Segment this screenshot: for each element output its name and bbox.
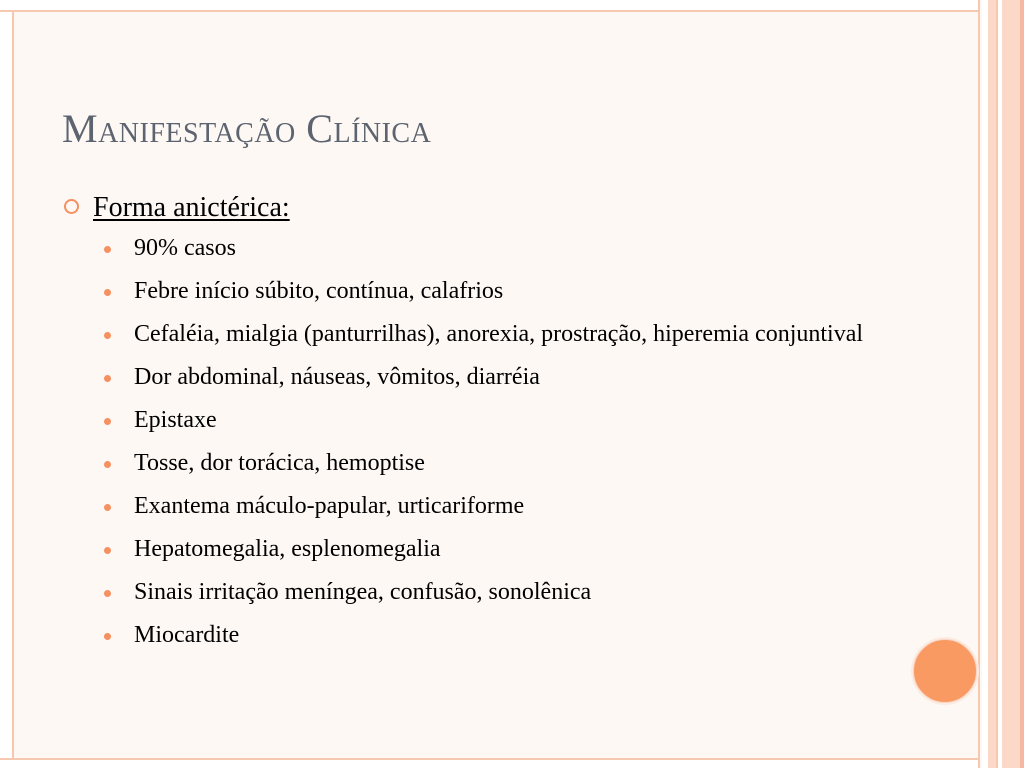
filled-dot-bullet-icon xyxy=(104,633,111,640)
bullet-item xyxy=(103,360,962,395)
bullet-item xyxy=(103,317,962,352)
bullet-item xyxy=(103,489,962,524)
bullet-item xyxy=(103,403,962,438)
right-stripe-3 xyxy=(988,0,996,768)
bullet-item xyxy=(103,446,962,481)
bullet-item xyxy=(103,575,962,610)
bullet-item xyxy=(103,618,962,653)
filled-dot-bullet-icon xyxy=(104,375,111,382)
bullet-item xyxy=(103,274,962,309)
slide-title: Manifestação Clínica xyxy=(62,106,432,151)
frame-top-border xyxy=(0,0,978,12)
bullet-item xyxy=(103,532,962,567)
filled-dot-bullet-icon xyxy=(104,461,111,468)
bullet-text: Exantema máculo-papular, urticariforme xyxy=(134,493,525,519)
filled-dot-bullet-icon xyxy=(104,547,111,554)
slide-content xyxy=(62,188,962,661)
bullet-text: Miocardite xyxy=(134,622,240,648)
filled-dot-bullet-icon xyxy=(104,332,111,339)
filled-dot-bullet-icon xyxy=(104,504,111,511)
heading-text: Forma anictérica: xyxy=(93,192,290,223)
bullet-text: 90% casos xyxy=(134,235,236,261)
bullet-text: Dor abdominal, náuseas, vômitos, diarréia xyxy=(134,364,540,390)
bullet-text: Hepatomegalia, esplenomegalia xyxy=(134,536,441,562)
bullet-text: Tosse, dor torácica, hemoptise xyxy=(134,450,425,476)
bullet-item xyxy=(103,231,962,266)
right-stripe-6 xyxy=(1002,0,1020,768)
bullet-text: Epistaxe xyxy=(134,407,217,433)
filled-dot-bullet-icon xyxy=(104,590,111,597)
frame-left-border xyxy=(0,0,14,768)
hollow-circle-bullet-icon xyxy=(64,199,79,214)
bullet-text: Sinais irritação meníngea, confusão, sonolênica xyxy=(134,579,592,605)
filled-dot-bullet-icon xyxy=(104,246,111,253)
bullet-text: Febre início súbito, contínua, calafrios xyxy=(134,278,504,304)
heading-item xyxy=(62,188,962,228)
right-stripe-1 xyxy=(978,0,980,768)
filled-dot-bullet-icon xyxy=(104,418,111,425)
filled-dot-bullet-icon xyxy=(104,289,111,296)
right-stripe-7 xyxy=(1020,0,1024,768)
bullet-text: Cefaléia, mialgia (panturrilhas), anorexia, prostração, hiperemia conjuntival xyxy=(134,321,864,347)
frame-bottom-border xyxy=(0,758,978,770)
